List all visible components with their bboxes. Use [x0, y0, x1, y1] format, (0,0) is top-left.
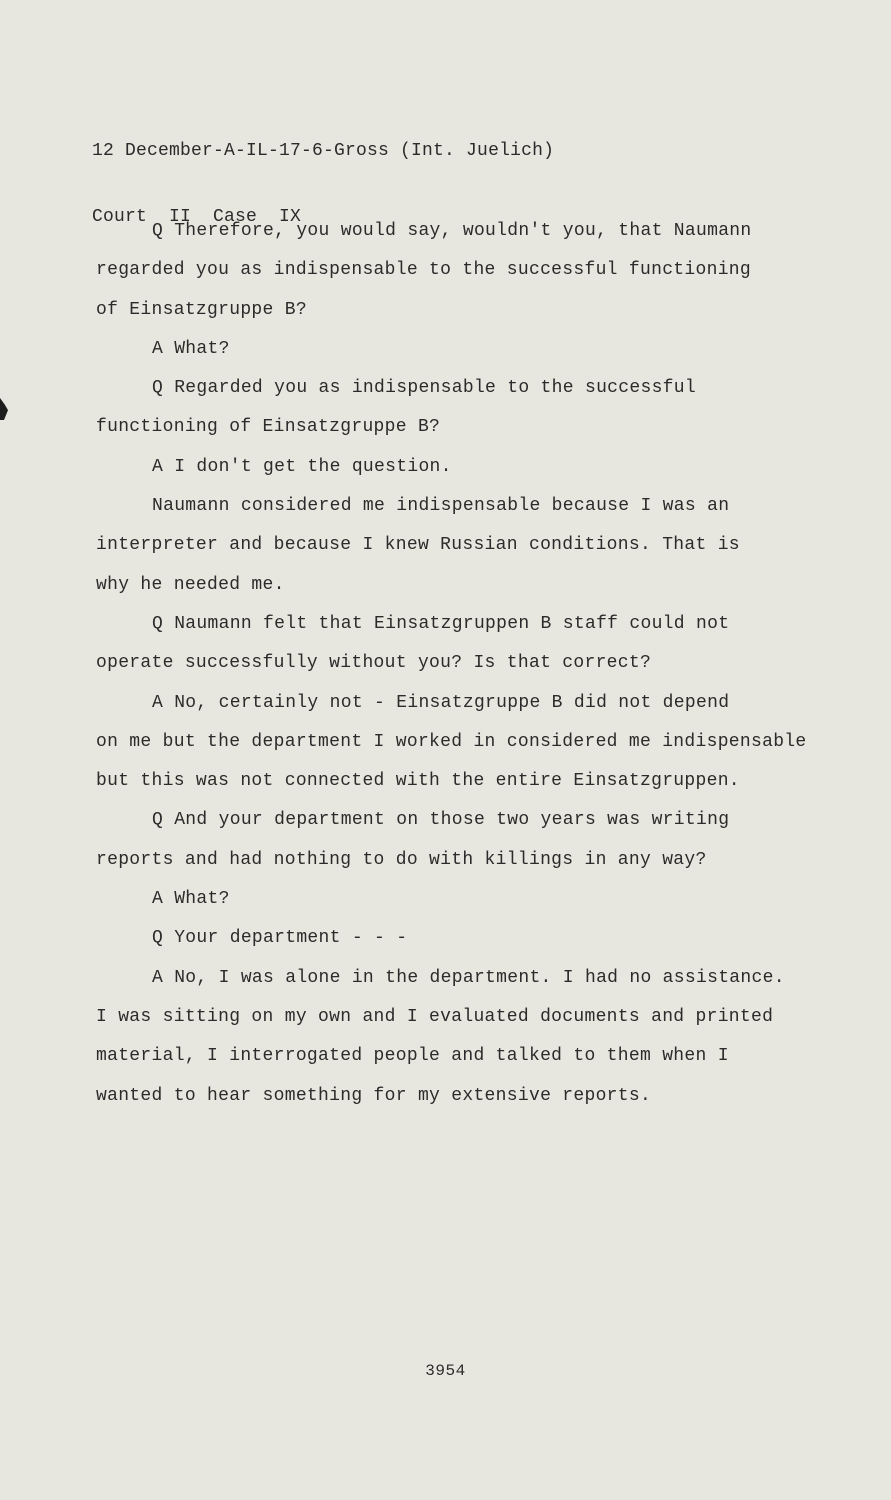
- transcript-line: Q Regarded you as indispensable to the successful: [152, 378, 696, 399]
- transcript-line: A What?: [152, 338, 230, 359]
- transcript-line: functioning of Einsatzgruppe B?: [96, 417, 441, 438]
- transcript-line: material, I interrogated people and talked to them when I: [96, 1046, 729, 1067]
- transcript-line: reports and had nothing to do with killings in any way?: [96, 849, 707, 870]
- transcript-line: Q Therefore, you would say, wouldn't you, that Naumann: [152, 221, 752, 241]
- transcript-line: A I don't get the question.: [152, 456, 452, 477]
- transcript-line: Q Naumann felt that Einsatzgruppen B staff could not: [152, 613, 730, 634]
- header-line-2: Court II Case IX: [92, 207, 302, 227]
- transcript-line: on me but the department I worked in considered me indispensable: [96, 731, 807, 752]
- edge-mark: [0, 398, 8, 420]
- transcript-line: but this was not connected with the entire Einsatzgruppen.: [96, 771, 740, 792]
- transcript-line: interpreter and because I knew Russian conditions. That is: [96, 535, 740, 556]
- transcript-line: A No, certainly not - Einsatzgruppe B did not depend: [152, 692, 730, 713]
- transcript-line: wanted to hear something for my extensive reports.: [96, 1085, 652, 1106]
- transcript-line: regarded you as indispensable to the successful functioning: [96, 260, 752, 281]
- transcript-line: of Einsatzgruppe B?: [96, 299, 307, 320]
- transcript-line: Q And your department on those two years was writing: [152, 810, 730, 831]
- transcript-line: why he needed me.: [96, 574, 285, 595]
- transcript-body: [96, 212, 856, 1116]
- page-number: 3954: [425, 1362, 466, 1380]
- header-line-1: 12 December-A-IL-17-6-Gross (Int. Juelich): [92, 141, 555, 161]
- transcript-line: Q Your department - - -: [152, 928, 408, 949]
- transcript-line: operate successfully without you? Is that correct?: [96, 653, 652, 674]
- transcript-line: I was sitting on my own and I evaluated documents and printed: [96, 1006, 774, 1027]
- transcript-line: A No, I was alone in the department. I had no assistance.: [152, 967, 785, 988]
- transcript-line: Naumann considered me indispensable because I was an: [152, 496, 730, 517]
- transcript-line: A What?: [152, 889, 230, 910]
